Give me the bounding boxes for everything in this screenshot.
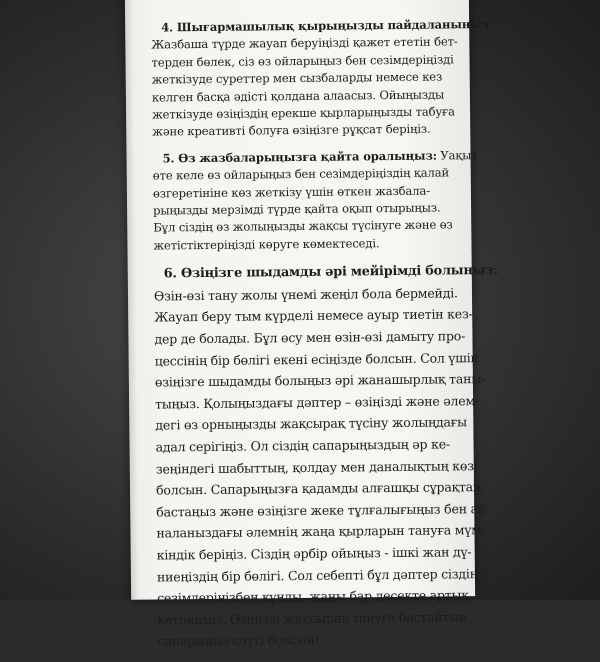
section-6-line: ниеңіздің бір бөлігі. Сол себепті бұл дәптер сіздің [156,565,478,585]
section-5-line: өзгеретініне көз жеткізу үшін өткен жазбала- [152,183,431,201]
section-6-line: болсын. Сапарыңызға қадамды алғашқы сұрақтан [155,479,482,498]
section-4-line: жеткізуде суреттер мен сызбаларды немесе кез [151,69,443,87]
page-text [151,16,498,661]
section-6-line: сапарыңыз сәтті болсын! [157,632,320,649]
section-4-line: терден бөлек, сіз өз ойларыңыз бен сезімдеріңізді [151,52,454,70]
section-4-line: жеткізуде өзіңіздің ерекше қырларыңызды табуға [152,104,455,122]
section-4-line: Жазбаша түрде жауап беруіңізді қажет ететін бет- [151,34,458,52]
section-4-heading: 4. Шығармашылық қырыңызды пайдаланыңыз: [161,16,494,35]
section-5-heading: 5. Өз жазбаларыңызға қайта оралыңыз: [162,148,437,166]
section-6-line: наланыздағы әлемнің жаңа қырларын тануға мүм- [156,522,485,541]
section-5-line: өте келе өз ойларыңыз бен сезімдеріңіздің қалай [152,165,450,183]
book-page [125,0,498,649]
section-6-line: кетпейміз. Өзіңізді жақсырақ тануға бастайтын [157,609,468,628]
section-6-line: адал серігіңіз. Ол сіздің сапарыңыздың әр ке- [155,436,450,455]
section-4-line: және креативті болуға өзіңізге рұқсат беріңіз. [152,122,431,139]
section-5-line: жетістіктеріңізді көруге көмектеседі. [153,236,380,253]
section-6-line: цессінің бір бөлігі екені есіңізде болсын. Сол үшін [154,349,479,369]
section-5-line: рыңызды мерзімді түрде қайта оқып отырыңыз. [153,200,441,218]
section-6-line: бастаңыз және өзіңізге жеке тұлғалығыңыз бен ай- [156,500,491,520]
section-4-line: келген басқа әдісті қолдана алаасыз. Ойыңызды [151,87,445,105]
section-6-line: зеңіндегі шабыттың, қолдау мен даналықтың көзі [155,457,478,477]
section-5-heading-tail: Уақыт [440,147,478,163]
section-6-line: тыңыз. Қолыңыздағы дәптер – өзіңізді және әлем- [155,392,480,412]
section-6-line: сезімдеріңізбен құнды, жаны бар десекте артық [157,587,469,606]
section-6-line: дер де болады. Бұл өсу мен өзін-өзі дамыту про- [154,328,466,347]
section-5 [152,147,478,255]
section-6 [153,261,498,653]
section-6-heading: 6. Өзіңізге шыдамды әрі мейірімді болыңыз: [163,263,498,282]
section-6-line: кіндік беріңіз. Сіздің әрбір ойыңыз - ішкі жан дү- [156,544,472,563]
section-6-line: өзіңізге шыдамды болыңыз әрі жанашырлық таны- [154,371,486,390]
section-6-line: Жауап беру тым күрделі немесе ауыр тиетін кез- [154,306,473,325]
section-6-line: Өзін-өзі тану жолы үнемі жеңіл бола бермейді. [153,285,458,304]
section-4 [151,16,494,141]
section-6-line: дегі өз орныңызды жақсырақ түсіну жолыңдағы [155,414,467,433]
section-5-line: Бұл сіздің өз жолыңызды жақсы түсінуге және өз [153,217,453,236]
